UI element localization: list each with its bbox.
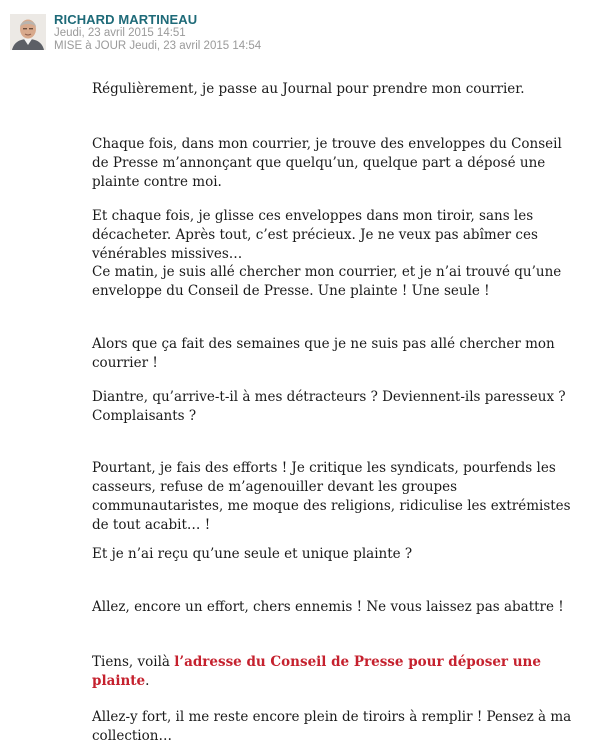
paragraph: Et chaque fois, je glisse ces enveloppes dans mon tiroir, sans les décacheter. Après tout, c’est précieux. Je ne veux pas abîmer ces vénérables missives… (92, 208, 538, 262)
press-council-complaint-link[interactable]: l’adresse du Conseil de Presse pour déposer une plainte (92, 654, 541, 689)
update-date: MISE à JOUR Jeudi, 23 avril 2015 14:54 (54, 40, 262, 52)
paragraph-with-link (92, 653, 582, 691)
paragraph: Pourtant, je fais des efforts ! Je critique les syndicats, pourfends les casseurs, refuse de m’agenouiller devant les groupes communautaristes, me moque des religions, ridiculise les extrémistes de tout acabit… ! (92, 460, 571, 533)
author-portrait-icon (10, 14, 46, 50)
paragraph: Allez, encore un effort, chers ennemis ! Ne vous laissez pas abattre ! (92, 599, 564, 615)
paragraph: Allez-y fort, il me reste encore plein de tiroirs à remplir ! Pensez à ma collection… (92, 709, 572, 744)
paragraph-text: . (145, 673, 150, 689)
author-name[interactable]: RICHARD MARTINEAU (54, 12, 198, 27)
paragraph: Et je n’ai reçu qu’une seule et unique plainte ? (92, 546, 413, 562)
paragraph: Régulièrement, je passe au Journal pour prendre mon courrier. (92, 81, 525, 97)
publish-date: Jeudi, 23 avril 2015 14:51 (54, 27, 186, 39)
paragraph: Alors que ça fait des semaines que je ne suis pas allé chercher mon courrier ! (92, 336, 555, 371)
article-byline (10, 12, 600, 56)
paragraph: Chaque fois, dans mon courrier, je trouve des enveloppes du Conseil de Presse m’annonçant que quelqu’un, quelque part a déposé une plainte contre moi. (92, 136, 562, 190)
paragraph: Diantre, qu’arrive-t-il à mes détracteurs ? Deviennent-ils paresseux ? Complaisants ? (92, 389, 566, 424)
author-avatar[interactable] (10, 14, 46, 50)
paragraph-text: Tiens, voilà (92, 654, 175, 670)
paragraph: Ce matin, je suis allé chercher mon courrier, et je n’ai trouvé qu’une enveloppe du Conseil de Presse. Une plainte ! Une seule ! (92, 264, 562, 299)
